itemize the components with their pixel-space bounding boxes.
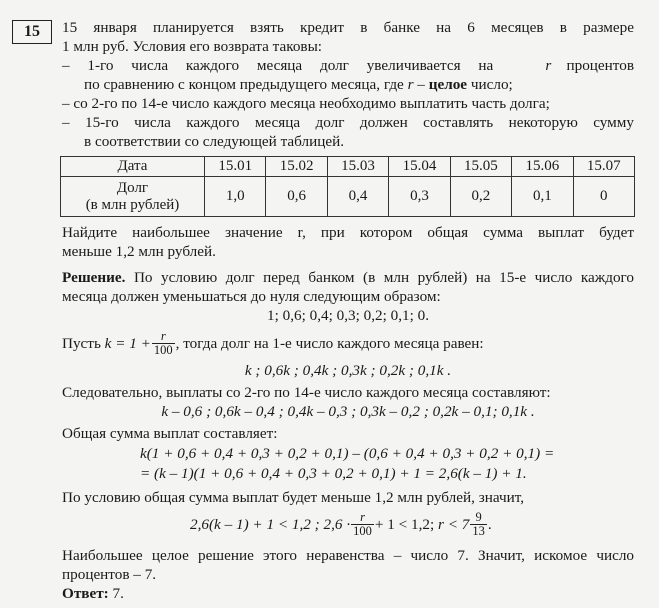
fraction-9-13 bbox=[470, 511, 487, 538]
table-row bbox=[61, 157, 635, 177]
var-r-dash: r – bbox=[407, 76, 425, 93]
condition-line: По условию общая сумма выплат будет меньше 1,2 млн рублей, значит, bbox=[62, 489, 525, 506]
table-cell: 0,4 bbox=[327, 177, 388, 217]
solution-line-1-text: По условию долг перед банком (в млн рублей) на 15-е число каждого bbox=[133, 269, 634, 286]
sequence-line: 1; 0,6; 0,4; 0,3; 0,2; 0,1; 0. bbox=[266, 307, 429, 324]
answer-line bbox=[62, 584, 124, 603]
ineq-part-a: 2,6(k – 1) + 1 < 1,2 ; 2,6 · bbox=[190, 515, 351, 533]
table-cell: 15.02 bbox=[266, 157, 327, 177]
frac-numerator: r bbox=[152, 330, 175, 344]
table-cell: 15.06 bbox=[512, 157, 573, 177]
debt-table bbox=[60, 156, 635, 217]
total-line-2 bbox=[140, 464, 527, 483]
ineq-part-c: r < 7 bbox=[438, 515, 470, 533]
total-line-1 bbox=[140, 444, 554, 463]
frac-numerator: 9 bbox=[470, 511, 487, 525]
total-line-2-text: = (k – 1)(1 + 0,6 + 0,4 + 0,3 + 0,2 + 0,1) + 1 = 2,6(k – 1) + 1. bbox=[140, 465, 527, 482]
table-cell: 0 bbox=[573, 177, 634, 217]
table-header-debt-1: Долг bbox=[116, 179, 149, 196]
table-header-debt bbox=[61, 177, 205, 217]
fraction-r-100 bbox=[152, 330, 175, 357]
payments-line bbox=[62, 402, 634, 421]
answer-value: 7. bbox=[112, 585, 124, 602]
problem-line-3a: – 1-го числа каждого месяца долг увеличивается на bbox=[62, 57, 494, 74]
table-cell: 15.07 bbox=[573, 157, 634, 177]
question-line-2: меньше 1,2 млн рублей. bbox=[62, 243, 216, 260]
let-line bbox=[62, 328, 484, 358]
problem-line-2: 1 млн руб. Условия его возврата таковы: bbox=[62, 38, 323, 55]
var-r: r bbox=[545, 57, 552, 74]
table-cell: 0,2 bbox=[450, 177, 511, 217]
conclusion-line-1: Наибольшее целое решение этого неравенства – число 7. Значит, искомое число bbox=[62, 547, 634, 564]
table-cell: 0,3 bbox=[389, 177, 450, 217]
problem-line-4 bbox=[84, 75, 513, 94]
problem-line-4a: по сравнению с концом предыдущего месяца, где bbox=[84, 76, 404, 93]
problem-line-3 bbox=[62, 56, 634, 75]
table-cell: 1,0 bbox=[205, 177, 266, 217]
frac-denominator: 100 bbox=[153, 342, 173, 357]
let-suffix: , тогда долг на 1-е число каждого месяца равен: bbox=[175, 334, 484, 352]
solution-line-1 bbox=[62, 268, 634, 287]
table-cell: 15.01 bbox=[205, 157, 266, 177]
problem-number: 15 bbox=[12, 20, 52, 44]
frac-denominator: 100 bbox=[353, 523, 372, 538]
table-header-date: Дата bbox=[61, 157, 205, 177]
table-cell: 15.04 bbox=[389, 157, 450, 177]
solution-line-2: месяца должен уменьшаться до нуля следующим образом: bbox=[62, 288, 441, 305]
answer-label: Ответ: bbox=[62, 585, 109, 602]
problem-line-4c: число; bbox=[470, 76, 513, 93]
table-header-debt-2: (в млн рублей) bbox=[85, 196, 180, 213]
payments-intro: Следовательно, выплаты со 2-го по 14-е число каждого месяца составляют: bbox=[62, 384, 551, 401]
problem-line-5: – со 2-го по 14-е число каждого месяца необходимо выплатить часть долга; bbox=[62, 95, 550, 112]
ineq-part-b: + 1 < 1,2; bbox=[374, 515, 435, 533]
fraction-r-100-ineq bbox=[351, 511, 374, 538]
total-line-1-text: k(1 + 0,6 + 0,4 + 0,3 + 0,2 + 0,1) – (0,6 + 0,4 + 0,3 + 0,2 + 0,1) = bbox=[140, 445, 555, 462]
payments-text: k – 0,6 ; 0,6k – 0,4 ; 0,4k – 0,3 ; 0,3k – 0,2 ; 0,2k – 0,1; 0,1k . bbox=[161, 403, 535, 420]
integer-word: целое bbox=[428, 76, 468, 93]
problem-line-1: 15 января планируется взять кредит в банке на 6 месяцев в размере bbox=[62, 19, 634, 36]
problem-line-7: в соответствии со следующей таблицей. bbox=[84, 133, 345, 150]
ineq-dot: . bbox=[487, 515, 492, 533]
conclusion-line-2: процентов – 7. bbox=[62, 566, 157, 583]
problem-line-6: – 15-го числа каждого месяца долг должен составлять некоторую сумму bbox=[62, 114, 634, 131]
table-row bbox=[61, 177, 635, 217]
inequality-line bbox=[190, 508, 492, 540]
k-sequence bbox=[62, 361, 634, 380]
table-cell: 0,1 bbox=[512, 177, 573, 217]
let-k: k = 1 + bbox=[104, 334, 151, 352]
frac-denominator: 13 bbox=[472, 523, 485, 538]
table-cell: 0,6 bbox=[266, 177, 327, 217]
total-intro: Общая сумма выплат составляет: bbox=[62, 425, 278, 442]
frac-numerator: r bbox=[351, 511, 374, 525]
let-prefix: Пусть bbox=[62, 334, 101, 352]
solution-heading: Решение. bbox=[62, 269, 126, 286]
problem-line-3b: процентов bbox=[566, 57, 634, 74]
table-cell: 15.03 bbox=[327, 157, 388, 177]
k-sequence-text: k ; 0,6k ; 0,4k ; 0,3k ; 0,2k ; 0,1k . bbox=[244, 362, 452, 379]
table-cell: 15.05 bbox=[450, 157, 511, 177]
question-line-1: Найдите наибольшее значение r, при котором общая сумма выплат будет bbox=[62, 224, 634, 241]
